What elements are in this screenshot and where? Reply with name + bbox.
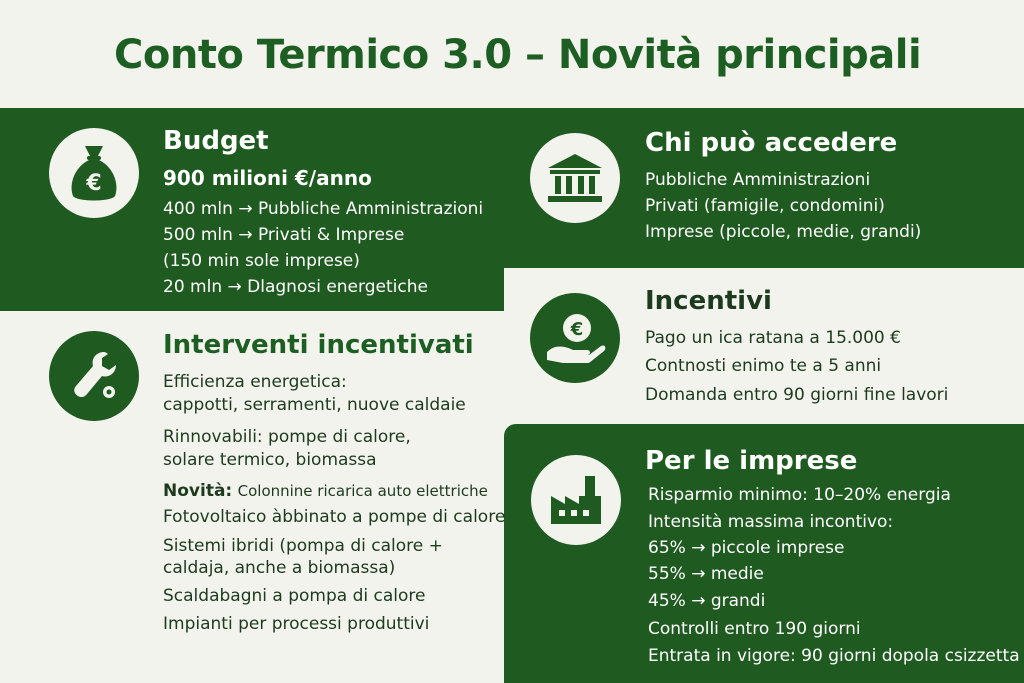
budget-line: 400 mln → Pubbliche Amministrazioni bbox=[163, 199, 484, 219]
business-line: 45% → grandi bbox=[648, 591, 766, 611]
factory-icon bbox=[531, 455, 621, 545]
budget-line: (150 min sole imprese) bbox=[163, 251, 360, 271]
interventions-novita bbox=[163, 481, 488, 501]
budget-line: 500 mln → Privati & Imprese bbox=[163, 225, 405, 245]
interventions-line: Impianti per processi produttivi bbox=[163, 614, 430, 634]
interventions-line: Rinnovabili: pompe di calore, bbox=[163, 427, 411, 447]
access-line: Privati (famigile, condomini) bbox=[645, 196, 885, 216]
incentives-line: Contnosti̇ enimo te a 5 anni bbox=[645, 356, 882, 376]
interventions-line: Sistemi ibridi (pompa di calore + bbox=[163, 536, 443, 556]
interventions-line: cappotti, serramenti, nuove caldaie bbox=[163, 395, 466, 415]
svg-text:€: € bbox=[86, 171, 102, 196]
interventions-line: caldaja, anche a biomassa) bbox=[163, 558, 396, 578]
wrench-icon bbox=[49, 331, 139, 421]
interventions-heading: Interventi incentivati bbox=[163, 330, 474, 360]
access-line: Pubbliche Amministrazioni bbox=[645, 170, 871, 190]
budget-line: 20 mln → Dlagnosi energetiche bbox=[163, 277, 428, 297]
access-line: Imprese (piccole, medie, grandi) bbox=[645, 222, 922, 242]
budget-total: 900 milioni €/anno bbox=[163, 166, 372, 190]
hand-euro-coin-icon bbox=[530, 293, 620, 383]
business-line: 65% → piccole imprese bbox=[648, 538, 845, 558]
money-bag-euro-icon bbox=[49, 128, 139, 218]
incentives-line: Domanda entro 90 giorni fine lavori bbox=[645, 385, 949, 405]
business-line: Intensità massima incontivo: bbox=[648, 512, 894, 532]
interventions-line: solare termico, biomassa bbox=[163, 450, 377, 470]
interventions-line: Colonnine ricarica auto elettriche bbox=[237, 482, 488, 500]
incentives-heading: Incentivi bbox=[645, 286, 772, 316]
business-heading: Per le imprese bbox=[645, 446, 858, 476]
interventions-line: Fotovoltaico àbbinato a pompe di calore bbox=[163, 507, 506, 527]
business-line: Controlli entro 190 giorni bbox=[648, 619, 861, 639]
novita-label: Novità: bbox=[163, 481, 233, 501]
access-heading: Chi può accedere bbox=[645, 128, 898, 158]
business-line: 55% → medie bbox=[648, 564, 764, 584]
business-line: Entrata in vigore: 90 giorni dopola csizzetta bbox=[648, 646, 1020, 666]
bank-building-icon bbox=[530, 133, 620, 223]
svg-text:€: € bbox=[570, 319, 584, 340]
page-title: Conto Termico 3.0 – Novità principali bbox=[114, 32, 922, 78]
interventions-line: Scaldabagni a pompa di calore bbox=[163, 586, 426, 606]
interventions-line: Efficienza energetica: bbox=[163, 372, 347, 392]
business-line: Risparmio minimo: 10–20% energia bbox=[648, 485, 951, 505]
budget-heading: Budget bbox=[163, 126, 269, 156]
incentives-line: Pago un ica ratana a 15.000 € bbox=[645, 328, 901, 348]
